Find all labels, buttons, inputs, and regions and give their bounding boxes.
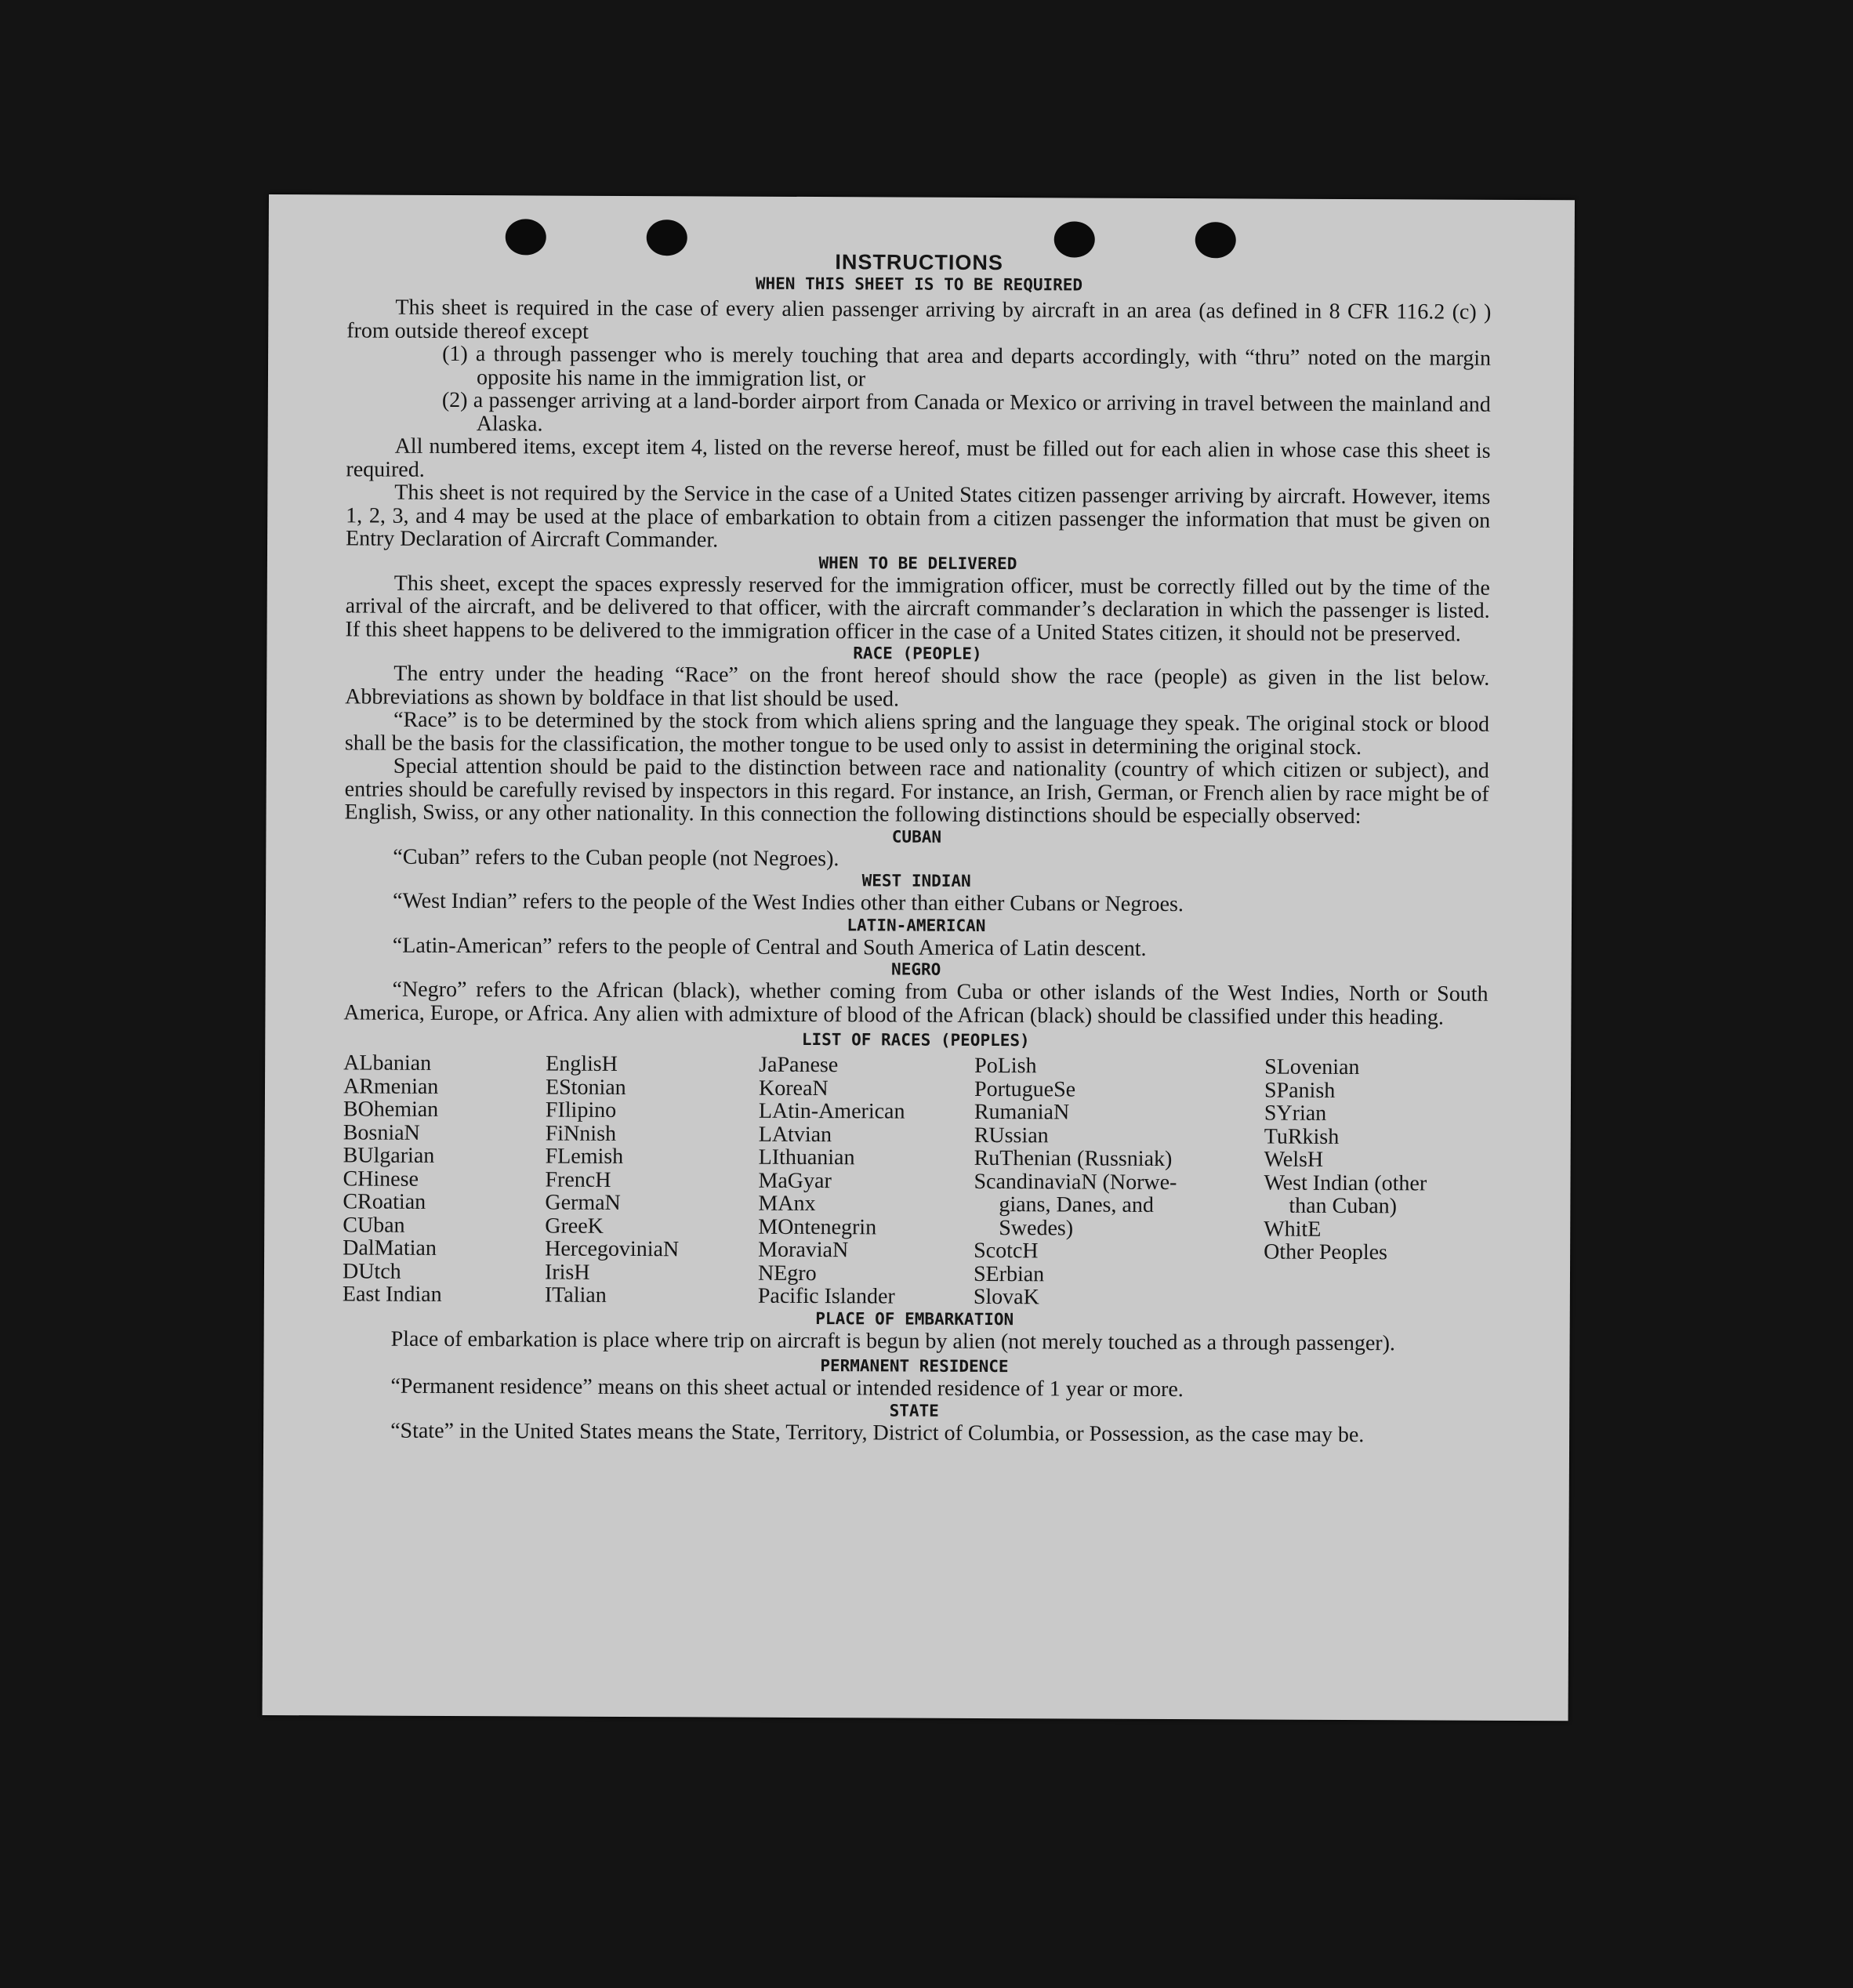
heading-when-delivered: WHEN TO BE DELIVERED — [818, 553, 1017, 573]
race-entry: JaPanese — [759, 1052, 839, 1078]
race-entry: DUtch — [342, 1258, 401, 1284]
heading-when-required: WHEN THIS SHEET IS TO BE REQUIRED — [755, 274, 1083, 295]
race-entry: CHinese — [343, 1166, 419, 1192]
paragraph: Special attention should be paid to the distinction between race and nationality (country of which citizen or subject), and entries should be carefully revised by inspectors in this regard. For instance, an Irish, German, or French alien by race might be of English, Swiss, or any other nationality. In this connection the following distinctions should be especially observed: — [344, 753, 1489, 829]
race-entry: HercegoviniaN — [545, 1236, 680, 1262]
paragraph: This sheet is required in the case of every alien passenger arriving by aircraft in an area (as defined in 8 CFR 116.2 (c) ) from outside thereof except — [346, 295, 1492, 344]
race-entry: RuThenian (Russniak) — [974, 1145, 1173, 1172]
heading-embarkation: PLACE OF EMBARKATION — [815, 1308, 1014, 1329]
heading-race: RACE (PEOPLE) — [853, 644, 982, 663]
heading-cuban: CUBAN — [891, 826, 942, 847]
race-entry: DalMatian — [343, 1235, 437, 1261]
race-entry-continued: gians, Danes, and — [999, 1192, 1154, 1217]
race-entry: FiNnish — [545, 1121, 617, 1146]
race-entry: MoraviaN — [758, 1237, 849, 1263]
race-entry: CRoatian — [343, 1189, 426, 1214]
race-column — [1264, 1056, 1488, 1311]
race-entry: BOhemian — [343, 1097, 439, 1122]
race-entry: IrisH — [544, 1260, 590, 1285]
race-entry: EStonian — [545, 1075, 626, 1100]
race-entry: PoLish — [974, 1053, 1037, 1079]
race-entry: ARmenian — [343, 1073, 439, 1099]
race-entry: RUssian — [974, 1123, 1049, 1148]
list-item: (1) a through passenger who is merely touching that area and departs accordingly, with “thru” noted on the margin opposite his name in the immigration list, or — [442, 341, 1492, 391]
race-entry-continued: than Cuban) — [1289, 1193, 1398, 1219]
race-column — [974, 1054, 1264, 1310]
document-body — [342, 248, 1492, 1446]
paragraph: This sheet is not required by the Service in the case of a United States citizen passenger arriving by aircraft. However, items 1, 2, 3, and 4 may be used at the place of embarkation to obtain from a citizen passenger the information that must be given on Entry Declaration of Aircraft Commander. — [346, 480, 1491, 553]
race-entry: LIthuanian — [758, 1145, 855, 1170]
race-entry: CUban — [343, 1212, 405, 1238]
race-entry: ScandinaviaN (Norwe- — [974, 1169, 1177, 1195]
race-entry: ALbanian — [343, 1050, 432, 1076]
paragraph: “Cuban” refers to the Cuban people (not Negroes). — [393, 844, 839, 871]
paragraph: Place of embarkation is place where trip on aircraft is begun by alien (not merely touched as a through passenger). — [390, 1326, 1396, 1355]
race-entry: SlovaK — [973, 1284, 1039, 1310]
paragraph: “Negro” refers to the African (black), whether coming from Cuba or other islands of the West Indies, North or South America, Europe, or Africa. Any alien with admixture of blood of the African (black) should be classified under this heading. — [343, 977, 1489, 1030]
race-entry: Other Peoples — [1264, 1239, 1388, 1265]
instruction-sheet — [263, 194, 1575, 1721]
race-entry: East Indian — [342, 1282, 442, 1307]
race-entry: ITalian — [544, 1282, 607, 1308]
paragraph: “Latin-American” refers to the people of Central and South America of Latin descent. — [392, 933, 1147, 961]
heading-negro: NEGRO — [891, 960, 941, 979]
race-entry: KoreaN — [758, 1076, 829, 1101]
race-entry: SPanish — [1264, 1078, 1336, 1103]
race-entry-continued: Swedes) — [999, 1215, 1074, 1240]
race-entry: SLovenian — [1264, 1054, 1360, 1080]
race-entry: ScotcH — [974, 1238, 1039, 1264]
paragraph: “Permanent residence” means on this sheet actual or intended residence of 1 year or more. — [390, 1373, 1184, 1402]
race-entry: WelsH — [1264, 1147, 1324, 1172]
race-entry: GreeK — [545, 1213, 604, 1239]
race-entry: WhitE — [1264, 1217, 1322, 1242]
race-entry: PortugueSe — [974, 1076, 1076, 1102]
race-entry: FrencH — [545, 1167, 611, 1192]
race-entry: MaGyar — [758, 1168, 832, 1193]
list-item: (2) a passenger arriving at a land-border airport from Canada or Mexico or arriving in travel between the mainland and Alaska. — [441, 387, 1491, 437]
race-entry: Pacific Islander — [757, 1283, 895, 1309]
race-column — [545, 1053, 759, 1308]
paragraph: This sheet, except the spaces expressly reserved for the immigration officer, must be correctly filled out by the time of the arrival of the aircraft, and be delivered to that officer, with the aircraft commander’s declaration in which the passenger is listed. If this sheet happens to be delivered to the immigration officer in the case of a United States citizen, it should not be preserved. — [345, 571, 1490, 647]
paragraph: The entry under the heading “Race” on the front hereof should show the race (people) as given in the list below. Abbreviations as shown by boldface in that list should be used. — [345, 661, 1490, 712]
race-entry: EnglisH — [546, 1051, 618, 1076]
race-entry: West Indian (other — [1264, 1170, 1427, 1195]
page-title: INSTRUCTIONS — [835, 250, 1003, 275]
race-entry: FLemish — [545, 1144, 624, 1169]
heading-residence: PERMANENT RESIDENCE — [820, 1356, 1009, 1377]
race-entry: SYrian — [1264, 1101, 1327, 1126]
race-entry: BosniaN — [343, 1119, 420, 1145]
race-entry: FIlipino — [545, 1097, 617, 1123]
paragraph: All numbered items, except item 4, listed on the reverse hereof, must be filled out for each alien in whose case this sheet is required. — [346, 434, 1491, 482]
race-entry: RumaniaN — [974, 1099, 1070, 1125]
race-column — [343, 1051, 546, 1307]
race-entry: GermaN — [545, 1190, 621, 1215]
race-entry: SErbian — [973, 1261, 1045, 1286]
heading-west-indian: WEST INDIAN — [861, 871, 971, 891]
race-column — [758, 1054, 974, 1309]
race-entry: MAnx — [758, 1191, 816, 1217]
paragraph: “West Indian” refers to the people of the West Indies other than either Cubans or Negroes. — [393, 888, 1184, 917]
heading-state: STATE — [889, 1400, 939, 1420]
race-entry: TuRkish — [1264, 1124, 1340, 1149]
race-entry: MOntenegrin — [758, 1214, 877, 1239]
heading-list-of-races: LIST OF RACES (PEOPLES) — [801, 1029, 1030, 1050]
race-list — [343, 1051, 1488, 1311]
race-entry: LAtin-American — [758, 1098, 905, 1124]
race-entry: NEgro — [757, 1261, 817, 1286]
paragraph: “Race” is to be determined by the stock from which aliens spring and the language they speak. The original stock or blood shall be the basis for the classification, the mother tongue to be used only to assist in determining the original stock. — [344, 707, 1490, 760]
race-entry: LAtvian — [758, 1122, 832, 1147]
race-entry: BUlgarian — [343, 1143, 435, 1168]
heading-latin-american: LATIN-AMERICAN — [847, 915, 986, 935]
paragraph: “State” in the United States means the State, Territory, District of Columbia, or Possession, as the case may be. — [390, 1418, 1365, 1447]
